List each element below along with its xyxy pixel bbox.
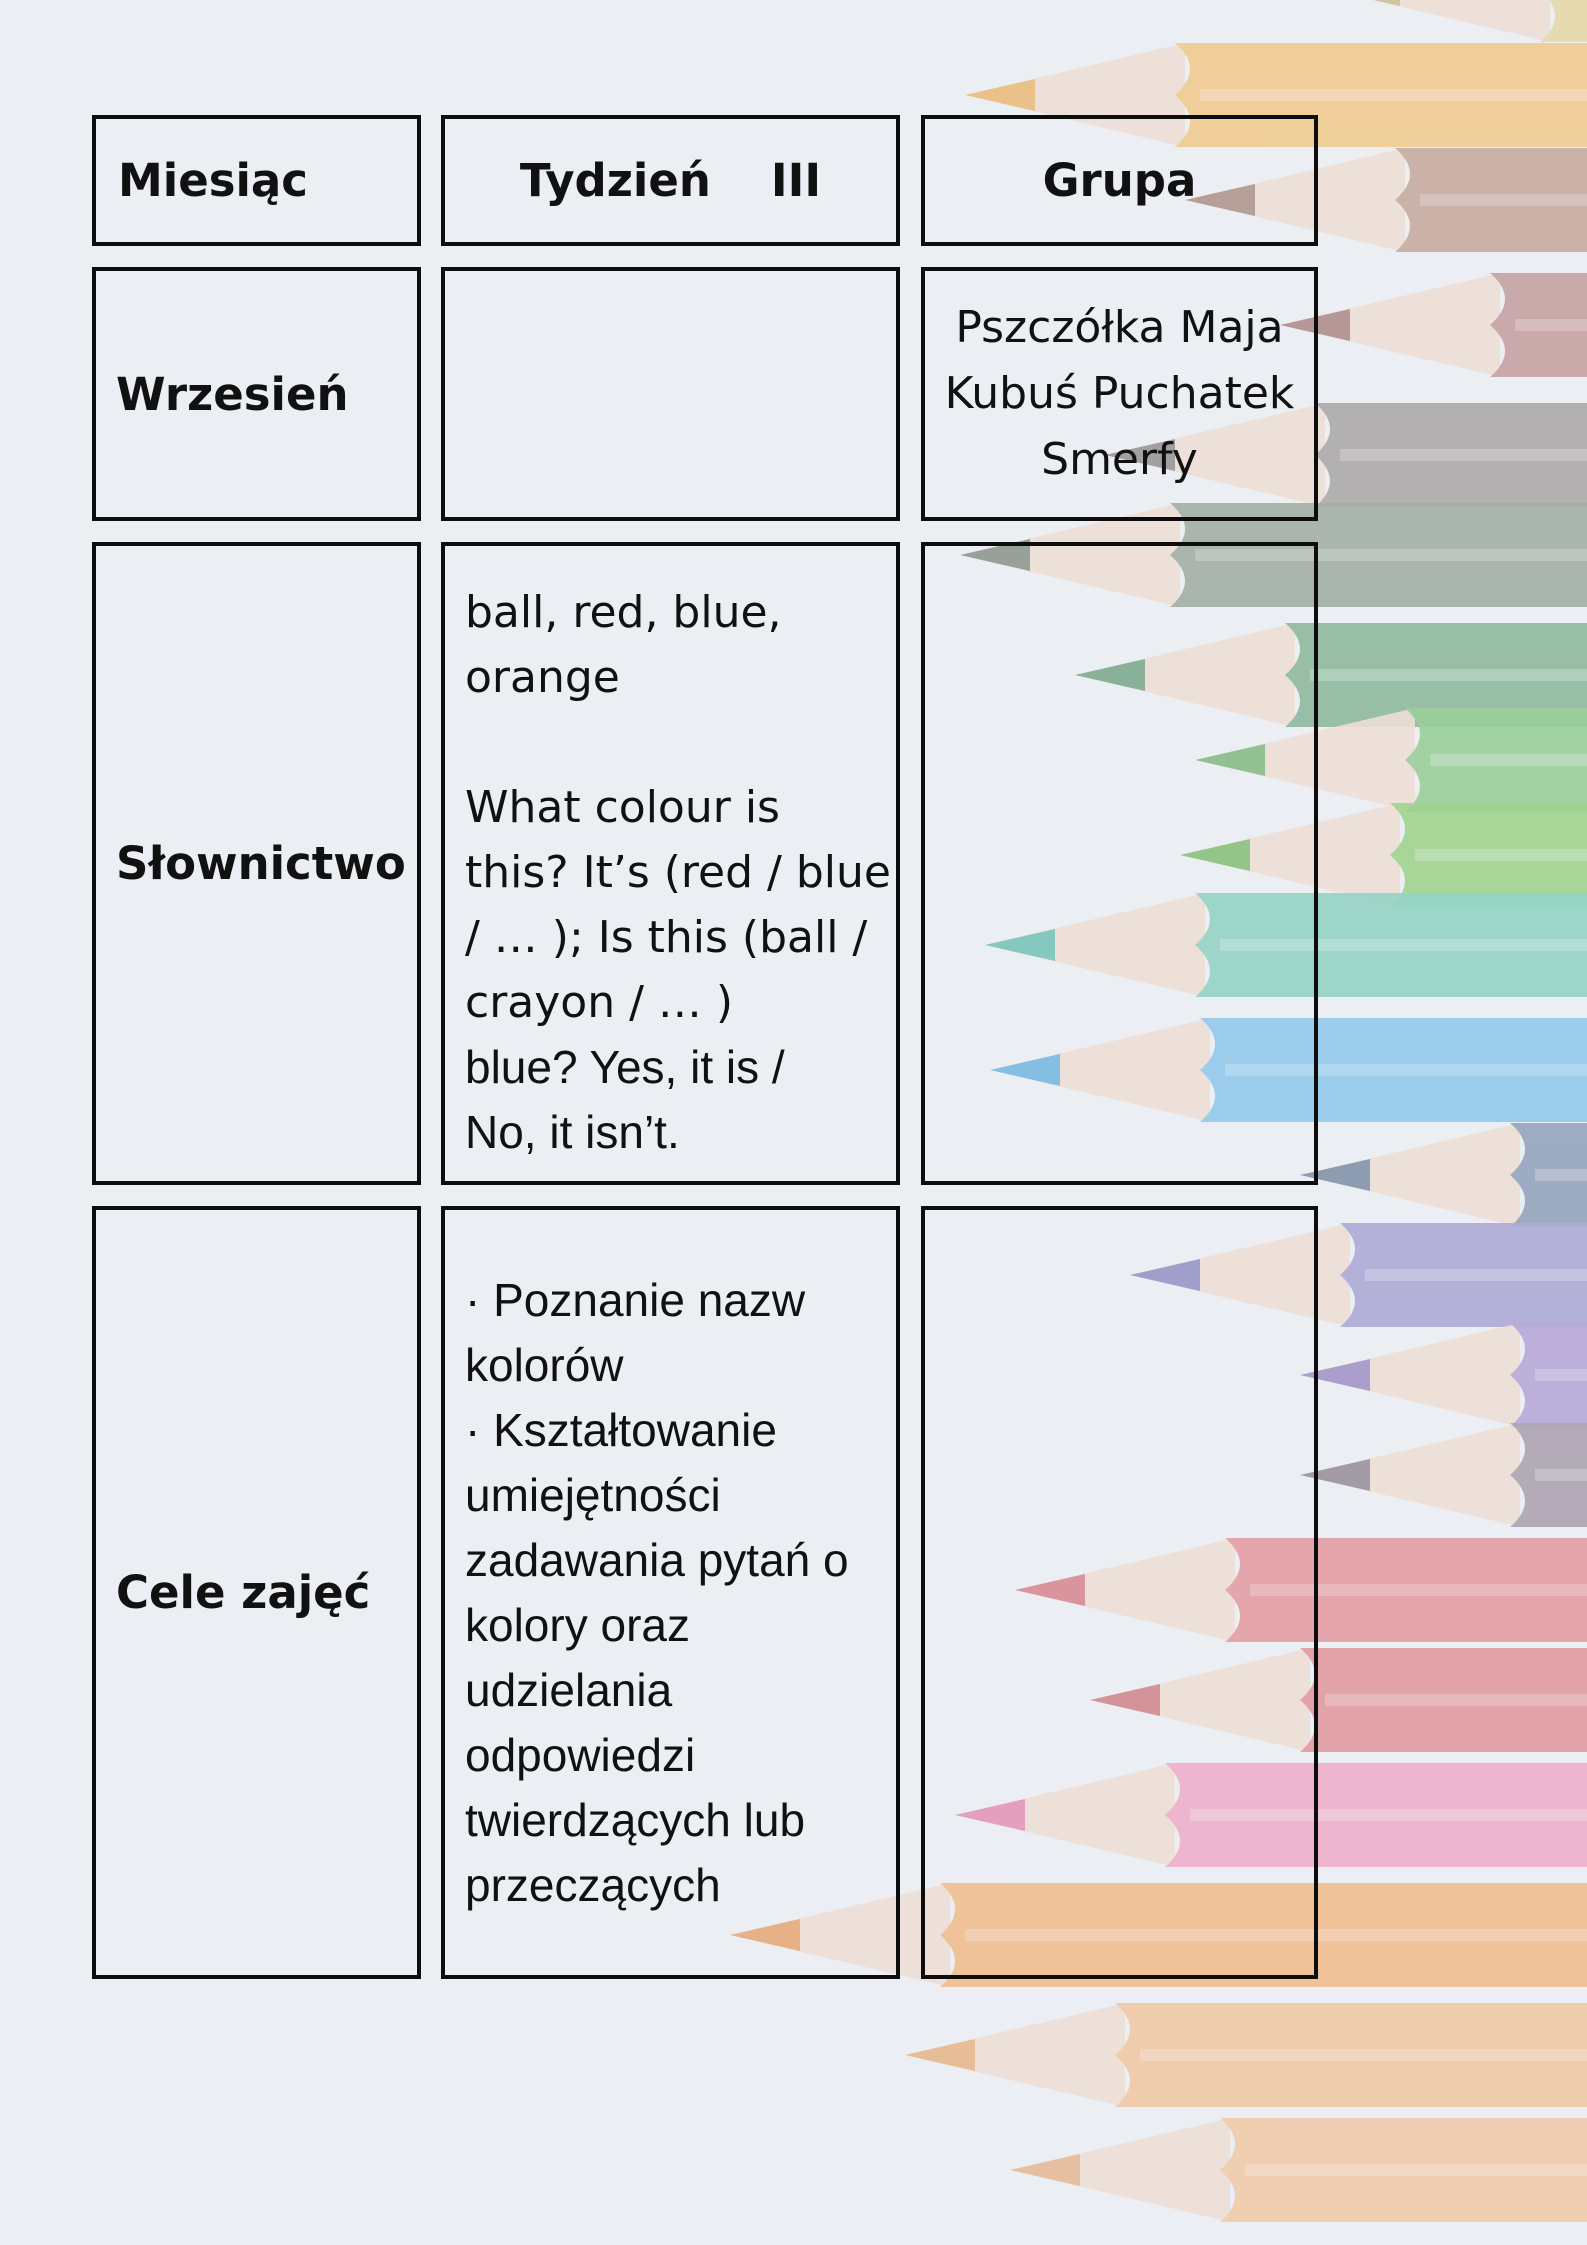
header-group-cell	[921, 115, 1318, 246]
goals-line: · Poznanie nazw	[465, 1273, 806, 1326]
header-month-label: Miesiąc	[118, 154, 308, 207]
vocabulary-phrase-line: this? It’s (red / blue	[465, 847, 891, 898]
vocabulary-phrase-line: What colour is	[465, 782, 780, 833]
groups-cell	[921, 267, 1318, 521]
goals-line: umiejętności	[465, 1468, 721, 1521]
vocabulary-content-cell	[441, 542, 900, 1185]
goals-line: zadawania pytań o	[465, 1533, 849, 1586]
vocabulary-label-cell	[92, 542, 421, 1185]
vocabulary-phrase-line: / … ); Is this (ball /	[465, 912, 868, 963]
week-value-cell	[441, 267, 900, 521]
month-value-cell	[92, 267, 421, 521]
vocabulary-content	[465, 580, 891, 1165]
vocabulary-empty-cell	[921, 542, 1318, 1185]
goals-content-cell	[441, 1206, 900, 1979]
goals-line: kolorów	[465, 1338, 624, 1391]
goals-empty-cell	[921, 1206, 1318, 1979]
goals-line: kolory oraz	[465, 1598, 690, 1651]
goals-line: przeczących	[465, 1858, 721, 1911]
goals-label-cell	[92, 1206, 421, 1979]
goals-line: · Kształtowanie	[465, 1403, 777, 1456]
header-week-cell	[441, 115, 900, 246]
vocabulary-words-line: ball, red, blue,	[465, 587, 782, 638]
goals-label: Cele zajęć	[116, 1566, 371, 1619]
group-name: Smerfy	[1041, 434, 1198, 485]
month-value: Wrzesień	[116, 367, 349, 421]
vocabulary-phrase-line: crayon / … )	[465, 977, 734, 1028]
goals-line: udzielania	[465, 1663, 673, 1716]
vocabulary-phrase-line: blue? Yes, it is /	[465, 1041, 785, 1093]
spacer	[465, 710, 891, 775]
goals-content	[465, 1268, 849, 1918]
vocabulary-words-line: orange	[465, 652, 620, 703]
group-name: Pszczółka Maja	[955, 302, 1284, 353]
goals-line: odpowiedzi	[465, 1728, 696, 1781]
vocabulary-phrase-line: No, it isn’t.	[465, 1106, 680, 1158]
group-name: Kubuś Puchatek	[944, 368, 1295, 419]
header-month-cell	[92, 115, 421, 246]
header-week-label: Tydzień	[519, 154, 711, 207]
header-group-label: Grupa	[1042, 154, 1197, 207]
vocabulary-label: Słownictwo	[116, 837, 406, 890]
goals-line: twierdzących lub	[465, 1793, 806, 1846]
header-week-number: III	[770, 154, 822, 207]
